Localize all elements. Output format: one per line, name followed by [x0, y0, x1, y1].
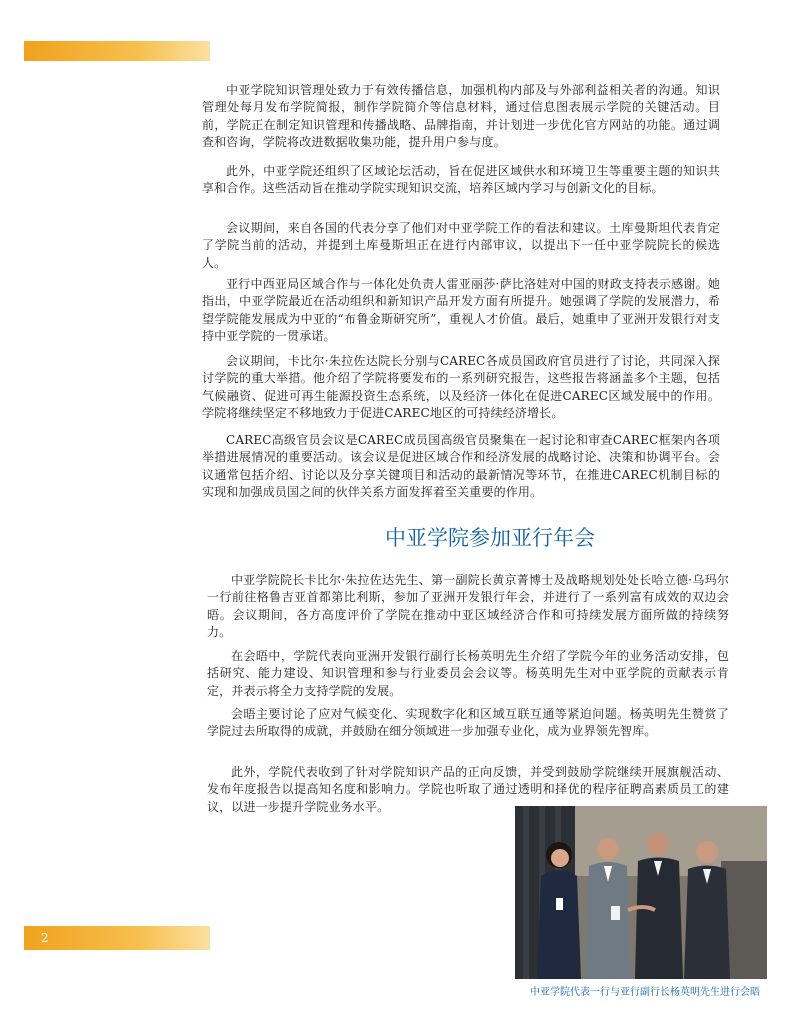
body-paragraph-adb-thanks: 亚行中西亚局区域合作与一体化处负责人雷亚丽莎·萨比洛娃对中国的财政支持表示感谢。她指出，中亚学院最近在活动组织和新知识产品开发方面有所提升。她强调了学院的发展潜力，希望学院能发展成为中亚的“布鲁金斯研究所”，重视人才价值。最后，她重申了亚洲开发银行对支持中亚学院的一贯承诺。 — [202, 277, 720, 344]
top-decorative-bar — [24, 41, 210, 61]
body-paragraph-turkmenistan: 会议期间，来自各国的代表分享了他们对中亚学院工作的看法和建议。土库曼斯坦代表肯定了学院当前的活动，并提到土库曼斯坦正在进行内部审议，以提出下一任中亚学院院长的候选人。 — [202, 221, 720, 270]
body-paragraph-feedback: 此外，学院代表收到了针对学院知识产品的正向反馈，并受到鼓励学院继续开展旗舰活动、发布年度报告以提高知名度和影响力。学院也听取了通过透明和择优的程序征聘高素质员工的建议，以进一步提升学院业务水平。 — [207, 765, 729, 814]
photo-caption: 中亚学院代表一行与亚行副行长杨英明先生进行会晤 — [530, 987, 760, 998]
meeting-photo — [515, 806, 767, 979]
body-paragraph-discussion-topics: 会晤主要讨论了应对气候变化、实现数字化和区域互联互通等紧迫问题。杨英明先生赞赏了学院过去所取得的成就，并鼓励在细分领域进一步加强专业化，成为业界领先智库。 — [207, 707, 729, 739]
section-title: 中亚学院参加亚行年会 — [385, 526, 595, 550]
body-paragraph-annual-meeting: 中亚学院院长卡比尔·朱拉佐达先生、第一副院长黄京菁博士及战略规划处处长哈立德·乌玛尔一行前往格鲁吉亚首都第比利斯，参加了亚洲开发银行年会，并进行了一系列富有成效的双边会晤。会议期间，各方高度评价了学院在推动中亚区域经济合作和可持续发展方面所做的持续努力。 — [207, 573, 729, 640]
body-paragraph-bilateral-meeting: 在会晤中，学院代表向亚洲开发银行副行长杨英明先生介绍了学院今年的业务活动安排，包括研究、能力建设、知识管理和参与行业委员会会议等。杨英明先生对中亚学院的贡献表示肯定，并表示将全力支持学院的发展。 — [207, 649, 729, 698]
body-paragraph-carec-som: CAREC高级官员会议是CAREC成员国高级官员聚集在一起讨论和审查CAREC框架内各项举措进展情况的重要活动。该会议是促进区域合作和经济发展的战略讨论、决策和协调平台。会议通常包括介绍、讨论以及分享关键项目和活动的最新情况等环节，在推进CAREC机制目标的实现和加强成员国之间的伙伴关系方面发挥着至关重要的作用。 — [202, 433, 720, 500]
page-number: 2 — [41, 931, 49, 945]
body-paragraph-research-reports: 会议期间，卡比尔·朱拉佐达院长分别与CAREC各成员国政府官员进行了讨论，共同深入探讨学院的重大举措。他介绍了学院将要发布的一系列研究报告，这些报告将涵盖多个主题，包括气候融资、促进可再生能源投资生态系统，以及经济一体化在促进CAREC区域发展中的作用。学院将继续坚定不移地致力于促进CAREC地区的可持续经济增长。 — [202, 354, 720, 421]
page-number-bar — [24, 926, 210, 950]
body-paragraph-regional-forum: 此外，中亚学院还组织了区域论坛活动，旨在促进区域供水和环境卫生等重要主题的知识共享和合作。这些活动旨在推动学院实现知识交流，培养区域内学习与创新文化的目标。 — [202, 164, 720, 196]
body-paragraph-knowledge-management: 中亚学院知识管理处致力于有效传播信息，加强机构内部及与外部利益相关者的沟通。知识管理处每月发布学院简报，制作学院简介等信息材料，通过信息图表展示学院的关键活动。目前，学院正在制定知识管理和传播战略、品牌指南，并计划进一步优化官方网站的功能。通过调查和咨询，学院将改进数据收集功能，提升用户参与度。 — [202, 83, 720, 150]
